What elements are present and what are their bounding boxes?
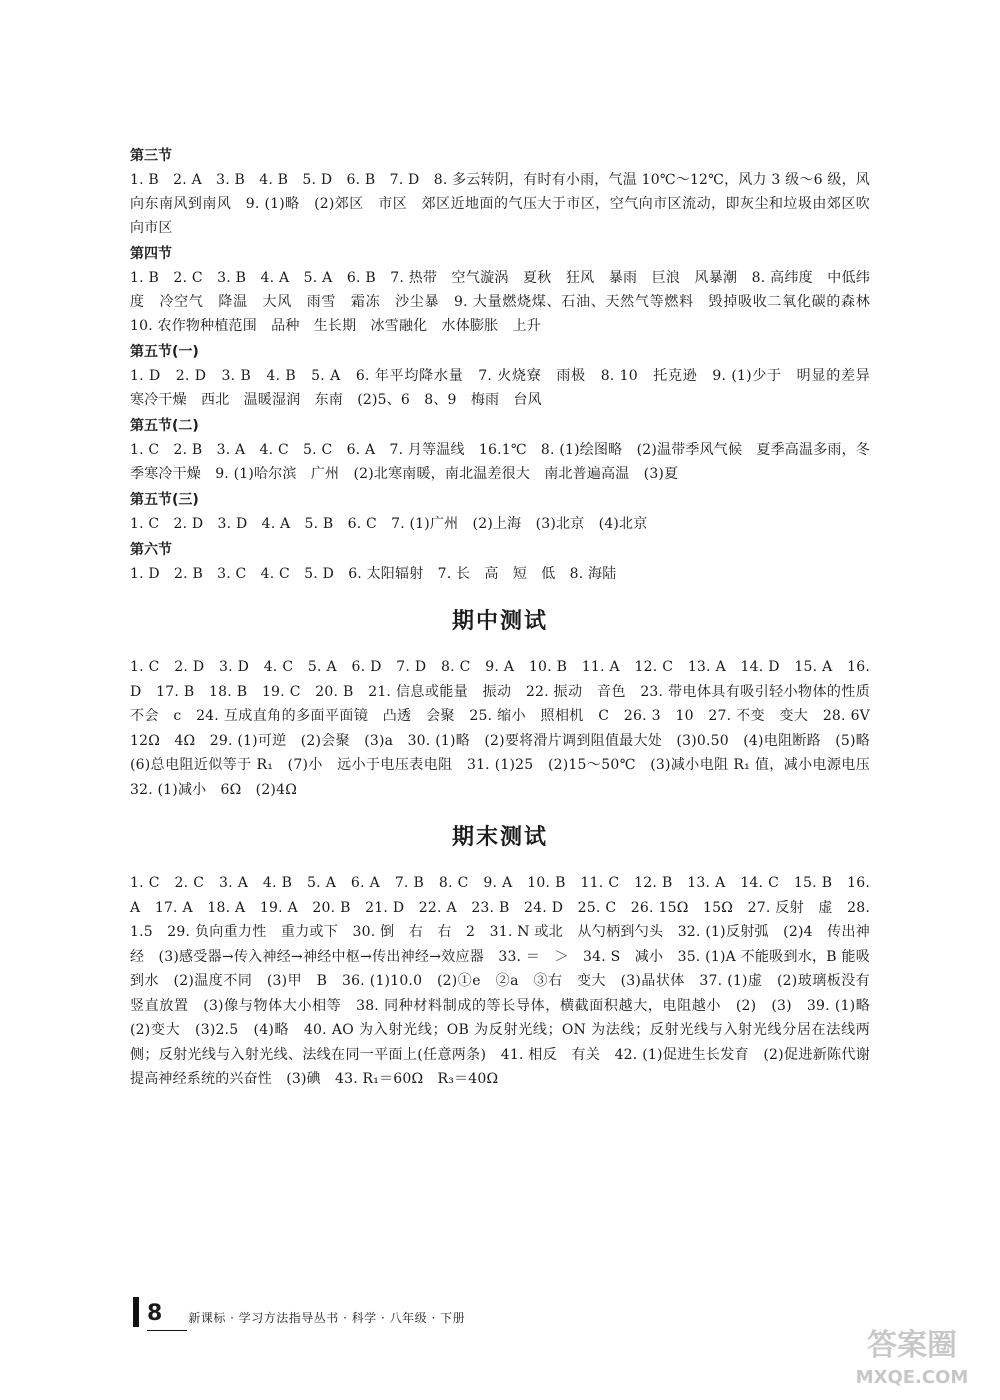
- page-footer: [133, 1297, 465, 1327]
- section-heading: 第四节: [130, 246, 172, 262]
- section-heading: 第六节: [130, 542, 172, 558]
- section-5-1: [130, 341, 885, 412]
- section-answers: 1. C 2. D 3. D 4. A 5. B 6. C 7. (1)广州 (2)上海 (3)北京 (4)北京: [130, 516, 648, 532]
- section-heading: 第五节(一): [130, 344, 199, 360]
- watermark-text-bottom: MXQE.COM: [855, 1367, 969, 1388]
- section-answers: 1. B 2. C 3. B 4. A 5. A 6. B 7. 热带 空气漩涡 夏秋 狂风 暴雨 巨浪 风暴潮 8. 高纬度 中低纬度 冷空气 降温 大风 雨雪 霜冻 沙尘暴 9. 大量燃烧煤、石油、天然气等燃料 毁掉吸收二氧化碳的森林 10. 农作物种植范围 品种 生长期 冰雪融化 水体膨胀 上升: [130, 270, 885, 334]
- page-number-text: 8: [147, 1301, 163, 1326]
- footer-underline: [147, 1330, 187, 1331]
- page-number: [147, 1301, 162, 1327]
- section-3: [130, 145, 870, 240]
- section-heading: 第五节(三): [130, 492, 199, 508]
- midterm-title: 期中测试: [451, 609, 548, 634]
- answer-page: [130, 145, 885, 1092]
- section-5-3: [130, 489, 870, 536]
- final-title: 期末测试: [451, 825, 548, 850]
- series-title: 新课标 · 学习方法指导丛书 · 科学 · 八年级 · 下册: [188, 1311, 466, 1325]
- final-answers: 1. C 2. C 3. A 4. B 5. A 6. A 7. B 8. C 9. A 10. B 11. C 12. B 13. A 14. C 15. B 16. A 17. A 18. A 19. A 20. B 21. D 22. A 23. B 24. D 25. C 26. 15Ω 15Ω 27. 反射 虚 28. 1.5 29. 负向重力性 重力或下 30. 倒 右 右 2 31. N 或北 从勺柄到勺头 32. (1)反射弧 (2)4 传出神经 (3)感受器→传入神经→神经中枢→传出神经→效应器 33. ＝ ＞ 34. S 减小 35. (1)A 不能吸到水，B 能吸到水 (2)温度不同 (3)甲 B 36. (1)10.0 (2)①e ②a ③右 变大 (3)晶状体 37. (1)虚 (2)玻璃板没有竖直放置 (3)像与物体大小相等 38. 同种材料制成的等长导体，横截面积越大，电阻越小 (2) (3) 39. (1)略 (2)变大 (3)2.5 (4)略 40. AO 为入射光线；OB 为反射光线；ON 为法线；反射光线与入射光线分居在法线两侧；反射光线与入射光线、法线在同一平面上(任意两条) 41. 相反 有关 42. (1)促进生长发育 (2)促进新陈代谢 提高神经系统的兴奋性 (3)碘 43. R₁＝60Ω R₃＝40Ω: [130, 875, 885, 1087]
- section-answers: 1. D 2. D 3. B 4. B 5. A 6. 年平均降水量 7. 火烧寮 雨极 8. 10 托克逊 9. (1)少于 明显的差异 寒冷干燥 西北 温暖湿润 东南 (2)5、6 8、9 梅雨 台风: [130, 368, 885, 408]
- section-4: [130, 243, 885, 338]
- watermark-logo: [842, 1317, 982, 1392]
- section-heading: 第三节: [130, 148, 172, 164]
- section-answers: 1. C 2. B 3. A 4. C 5. C 6. A 7. 月等温线 16.1℃ 8. (1)绘图略 (2)温带季风气候 夏季高温多雨，冬季寒冷干燥 9. (1)哈尔滨 广州 (2)北寒南暖，南北温差很大 南北普遍高温 (3)夏: [130, 442, 870, 482]
- watermark-text-top: 答案圈: [867, 1328, 957, 1363]
- footer-bar: [133, 1297, 139, 1327]
- final-test: [130, 820, 885, 1092]
- section-answers: 1. D 2. B 3. C 4. C 5. D 6. 太阳辐射 7. 长 高 短 低 8. 海陆: [130, 566, 617, 582]
- section-6: [130, 539, 870, 586]
- section-5-2: [130, 415, 870, 486]
- section-answers: 1. B 2. A 3. B 4. B 5. D 6. B 7. D 8. 多云转阴，有时有小雨，气温 10℃～12℃，风力 3 级～6 级，风向东南风到南风 9. (1)略 (2)郊区 市区 郊区近地面的气压大于市区，空气向市区流动，即灰尘和垃圾由郊区吹向市区: [130, 172, 870, 236]
- section-heading: 第五节(二): [130, 418, 199, 434]
- midterm-answers: 1. C 2. D 3. D 4. C 5. A 6. D 7. D 8. C 9. A 10. B 11. A 12. C 13. A 14. D 15. A 16. D 17. B 18. B 19. C 20. B 21. 信息或能量 振动 22. 振动 音色 23. 带电体具有吸引轻小物体的性质 不会 c 24. 互成直角的多面平面镜 凸透 会聚 25. 缩小 照相机 C 26. 3 10 27. 不变 变大 28. 6V 12Ω 4Ω 29. (1)可逆 (2)会聚 (3)a 30. (1)略 (2)要将滑片调到阻值最大处 (3)0.50 (4)电阻断路 (5)略 (6)总电阻近似等于 R₁ (7)小 远小于电压表电阻 31. (1)25 (2)15～50℃ (3)减小电阻 R₁ 值，减小电源电压 32. (1)减小 6Ω (2)4Ω: [130, 659, 885, 798]
- midterm-test: [130, 604, 885, 802]
